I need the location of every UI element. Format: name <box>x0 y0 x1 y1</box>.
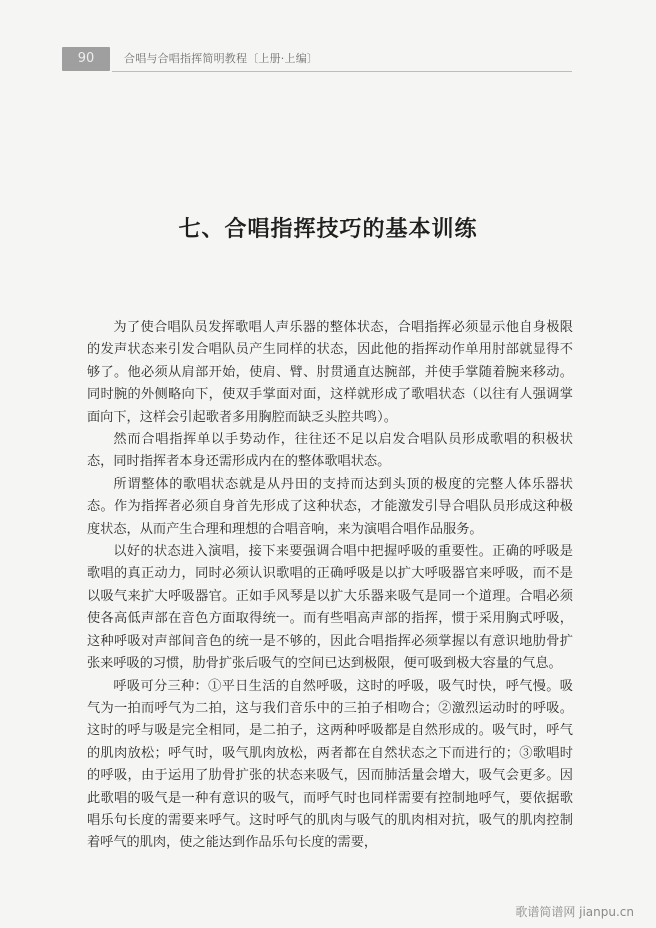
paragraph: 然而合唱指挥单以手势动作，往往还不足以启发合唱队员形成歌唱的积极状态，同时指挥者本身还需形成内在的整体歌唱状态。 <box>87 432 573 470</box>
running-title: 合唱与合唱指挥简明教程〔上册·上编〕 <box>124 52 319 65</box>
paragraph: 为了使合唱队员发挥歌唱人声乐器的整体状态，合唱指挥必须显示他自身极限的发声状态来引发合唱队员产生同样的状态，因此他的指挥动作单用肘部就显得不够了。他必须从肩部开始，使肩、臂、肘贯通直达腕部，并使手掌随着腕来移动。同时腕的外侧略向下，使双手掌面对面，这样就形成了歌唱状态（以往有人强调掌面向下，这样会引起歌者多用胸腔而缺乏头腔共鸣）。 <box>87 320 573 425</box>
chapter-title: 七、合唱指挥技巧的基本训练 <box>178 217 478 242</box>
page-number: 90 <box>62 47 110 71</box>
paragraph: 以好的状态进入演唱，接下来要强调合唱中把握呼吸的重要性。正确的呼吸是歌唱的真正动力，同时必须认识歌唱的正确呼吸是以扩大呼吸器官来呼吸，而不是以吸气来扩大呼吸器官。正如手风琴是以扩大乐器来吸气是同一个道理。合唱必须使各高低声部在音色方面取得统一。而有些唱高声部的指挥，惯于采用胸式呼吸，这种呼吸对声部间音色的统一是不够的，因此合唱指挥必须掌握以有意识地肋骨扩张来呼吸的习惯，肋骨扩张后吸气的空间已达到极限，便可吸到极大容量的气息。 <box>87 544 573 672</box>
body-text <box>87 317 573 855</box>
header-divider <box>112 71 572 72</box>
site-watermark: 歌谱简谱网 jianpu.cn <box>515 905 634 919</box>
page-header <box>62 44 572 74</box>
paragraph: 呼吸可分三种：①平日生活的自然呼吸，这时的呼吸，吸气时快，呼气慢。吸气为一拍而呼气为二拍，这与我们音乐中的三拍子相吻合；②激烈运动时的呼吸。这时的呼与吸是完全相同，是二拍子，这两种呼吸都是自然形成的。吸气时，呼气的肌肉放松；呼气时，吸气肌肉放松，两者都在自然状态之下而进行的；③歌唱时的呼吸，由于运用了肋骨扩张的状态来吸气，因而肺活量会增大，吸气会更多。因此歌唱的吸气是一种有意识的吸气，而呼气时也同样需要有控制地呼气，要依据歌唱乐句长度的需要来呼气。这时呼气的肌肉与吸气的肌肉相对抗，吸气的肌肉控制着呼气的肌肉，使之能达到作品乐句长度的需要， <box>87 678 573 851</box>
paragraph: 所谓整体的歌唱状态就是从丹田的支持而达到头顶的极度的完整人体乐器状态。作为指挥者必须自身首先形成了这种状态，才能激发引导合唱队员形成这种极度状态，从而产生合理和理想的合唱音响，来为演唱合唱作品服务。 <box>87 476 573 537</box>
